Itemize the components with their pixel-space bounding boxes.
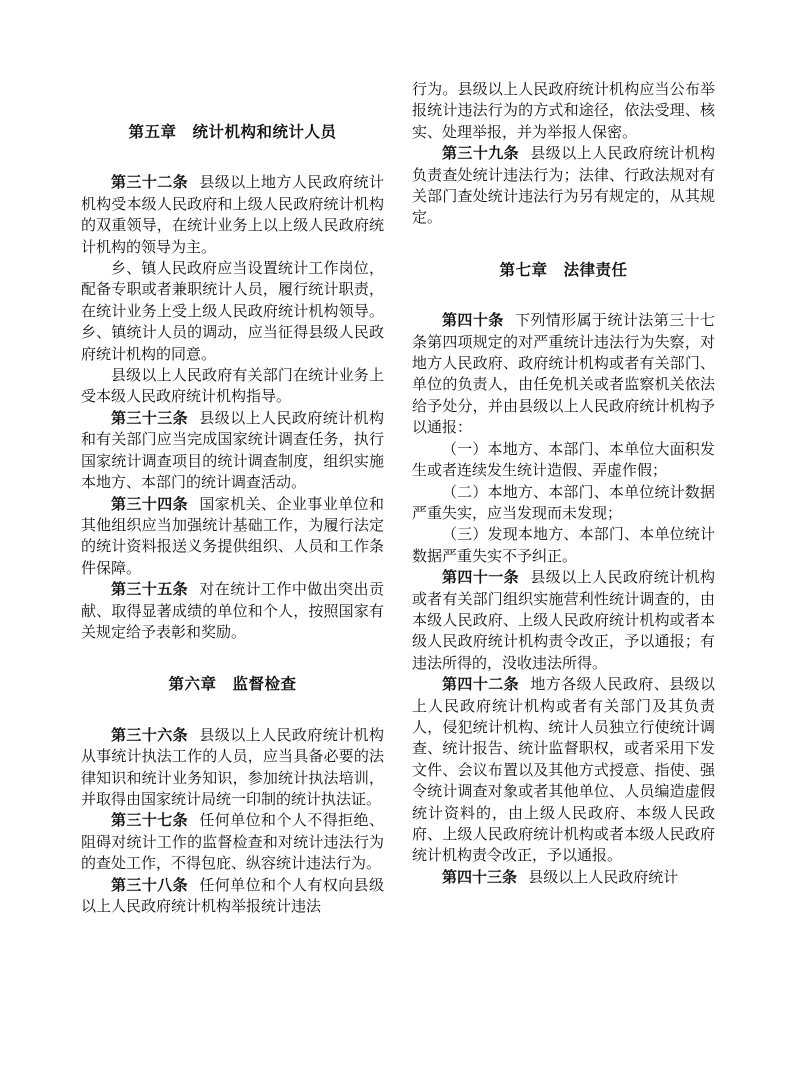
article-text: 对在统计工作中做出突出贡献、取得显著成绩的单位和个人，按照国家有关规定给予表彰和奖励。 [81,582,384,641]
article-text: （一）本地方、本部门、本单位大面积发生或者连续发生统计造假、弄虚作假； [412,441,715,480]
article-number: 第四十条 [442,313,504,330]
list-item [412,525,715,568]
article-number: 第三十三条 [111,410,189,427]
article-paragraph [412,144,715,230]
article-number: 第三十六条 [111,727,189,744]
article-paragraph [81,726,384,812]
article-paragraph [81,173,384,259]
article-number: 第三十八条 [111,877,189,894]
article-paragraph [81,495,384,581]
article-paragraph [81,811,384,875]
article-number: 第三十九条 [442,146,520,163]
article-number: 第三十五条 [111,582,189,599]
article-number: 第四十一条 [442,570,520,587]
article-text: 行为。县级以上人民政府统计机构应当公布举报统计违法行为的方式和途径，依法受理、核实、处理举报，并为举报人保密。 [412,82,715,141]
article-text: （三）发现本地方、本部门、本单位统计数据严重失实不予纠正。 [412,527,715,565]
article-text: 任何单位和个人不得拒绝、阻碍对统计工作的监督检查和对统计违法行为的查处工作，不得包庇、纵容统计违法行为。 [81,813,384,873]
article-paragraph [412,568,715,675]
article-text: 乡、镇人民政府应当设置统计工作岗位，配备专职或者兼职统计人员，履行统计职责，在统计业务上受上级人民政府统计机构领导。乡、镇统计人员的调动，应当征得县级人民政府统计机构的同意。 [81,261,384,363]
article-text: 下列情形属于统计法第三十七条第四项规定的对严重统计违法行为失察，对地方人民政府、政府统计机构或者有关部门、单位的负责人，由任免机关或者监察机关依法给予处分，并由县级以上人民政府统计机构予以通报： [412,313,715,437]
article-text: （二）本地方、本部门、本单位统计数据严重失实，应当发现而未发现； [412,484,715,522]
list-item [412,440,715,483]
article-text: 县级以上人民政府统计 [528,869,679,886]
column-left [81,80,384,918]
article-paragraph [412,868,715,889]
article-number: 第四十二条 [442,677,520,694]
chapter-heading: 第五章 统计机构和统计人员 [128,124,337,141]
article-number: 第三十二条 [111,175,189,192]
chapter-heading: 第七章 法律责任 [499,261,628,279]
article-text: 任何单位和个人有权向县级以上人民政府统计机构举报统计违法 [81,877,384,915]
article-paragraph [81,580,384,644]
article-paragraph [412,80,715,144]
article-text: 县级以上人民政府有关部门在统计业务上受本级人民政府统计机构指导。 [81,368,384,406]
article-text: 国家机关、企业事业单位和其他组织应当加强统计基础工作，为履行法定的统计资料报送义务提供组织、人员和工作条件保障。 [81,496,384,577]
article-paragraph [81,876,384,919]
article-text: 县级以上人民政府统计机构从事统计执法工作的人员，应当具备必要的法律知识和统计业务知识，参加统计执法培训，并取得由国家统计局统一印制的统计执法证。 [81,727,384,808]
article-number: 第四十三条 [442,869,518,886]
article-number: 第三十四条 [111,496,189,513]
article-text: 县级以上人民政府统计机构负责查处统计违法行为；法律、行政法规对有关部门查处统计违法行为另有规定的，从其规定。 [412,146,715,227]
article-number: 第三十七条 [111,813,189,830]
article-text: 县级以上人民政府统计机构和有关部门应当完成国家统计调查任务，执行国家统计调查项目的统计调查制度，组织实施本地方、本部门的统计调查活动。 [81,410,384,492]
article-text: 县级以上地方人民政府统计机构受本级人民政府和上级人民政府统计机构的双重领导，在统计业务上以上级人民政府统计机构的领导为主。 [81,175,384,256]
article-paragraph [412,675,715,868]
chapter-heading: 第六章 监督检查 [168,676,297,694]
article-text: 县级以上人民政府统计机构或者有关部门组织实施营利性统计调查的，由本级人民政府、上级人民政府统计机构或者本级人民政府统计机构责令改正，予以通报；有违法所得的，没收违法所得。 [412,570,715,672]
column-right [412,80,715,889]
article-text: 地方各级人民政府、县级以上人民政府统计机构或者有关部门及其负责人，侵犯统计机构、统计人员独立行使统计调查、统计报告、统计监督职权，或者采用下发文件、会议布置以及其他方式授意、指使、强令统计调查对象或者其他单位、人员编造虚假统计资料的，由上级人民政府、本级人民政府、上级人民政府统计机构或者本级人民政府统计机构责令改正，予以通报。 [412,677,715,865]
article-paragraph [81,366,384,409]
article-paragraph [81,409,384,495]
article-paragraph [412,311,715,439]
article-paragraph [81,259,384,366]
list-item [412,483,715,526]
